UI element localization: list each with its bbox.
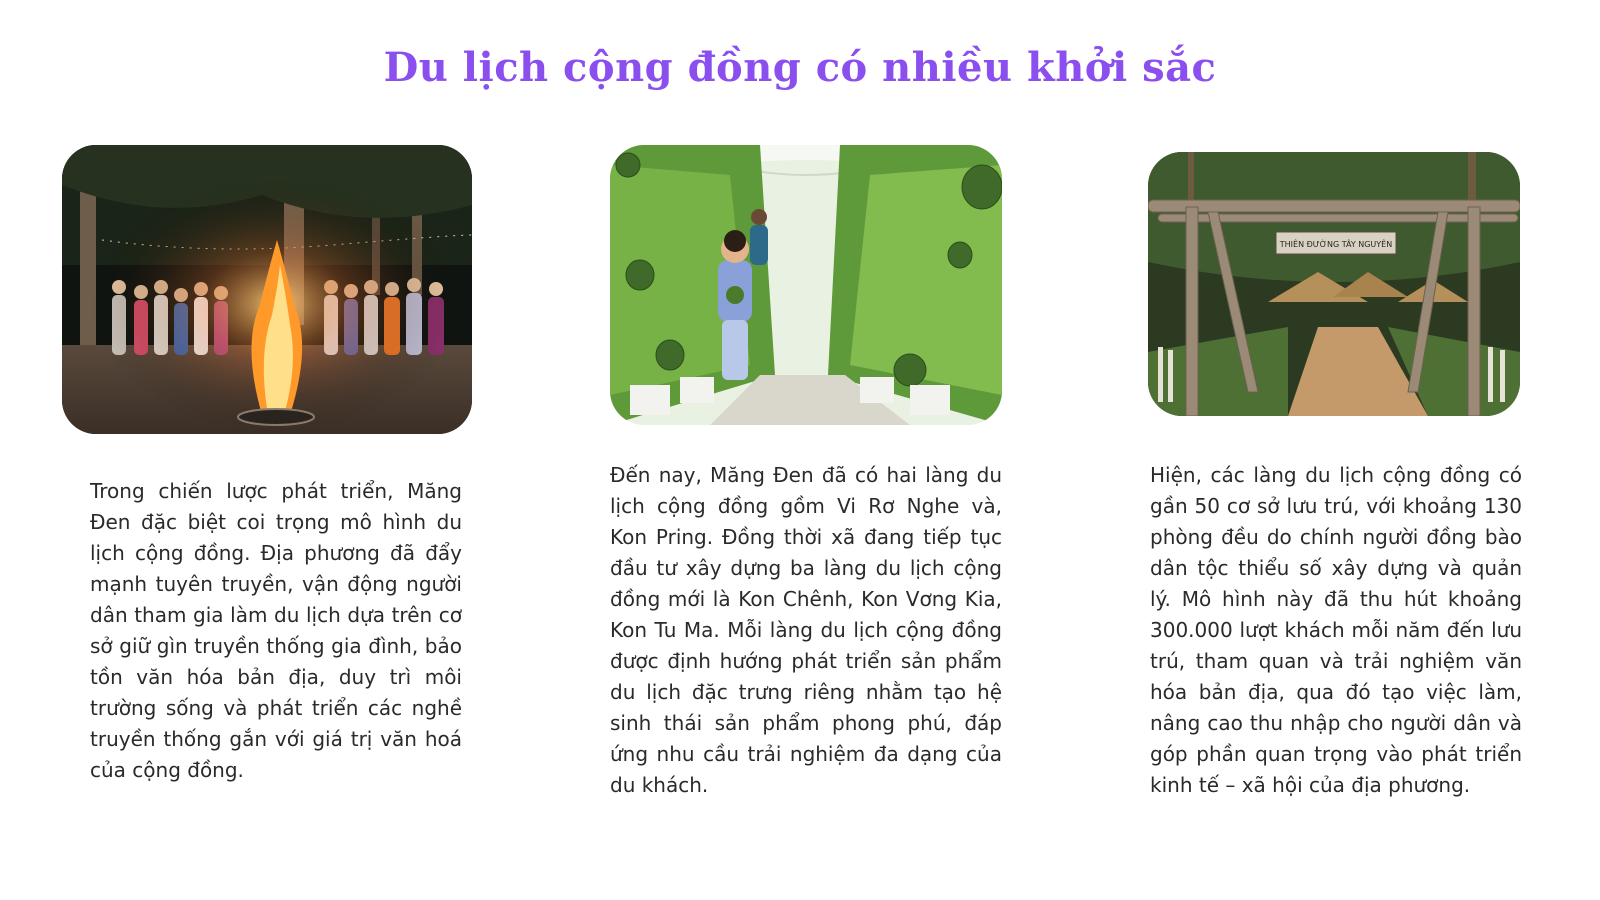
page-title: Du lịch cộng đồng có nhiều khởi sắc bbox=[383, 44, 1217, 91]
melon-greenhouse-photo bbox=[610, 145, 1002, 425]
gate-sign-text: THIÊN ĐƯỜNG TÂY NGUYÊN bbox=[1279, 240, 1393, 249]
paragraph-community-strategy: Trong chiến lược phát triển, Măng Đen đặc biệt coi trọng mô hình du lịch cộng đồng. Địa phương đã đẩy mạnh tuyên truyền, vận động người dân tham gia làm du lịch dựa trên cơ sở giữ gìn truyền thống gia đình, bảo tồn văn hóa bản địa, duy trì môi trường sống và phát triển các nghề truyền thống gắn với giá trị văn hoá của cộng đồng. bbox=[90, 479, 462, 782]
paragraph-accommodation: Hiện, các làng du lịch cộng đồng có gần 50 cơ sở lưu trú, với khoảng 130 phòng đều do chính người đồng bào dân tộc thiểu số xây dựng và quản lý. Mô hình này đã thu hút khoảng 300.000 lượt khách mỗi năm đến lưu trú, tham quan và trải nghiệm văn hóa bản địa, qua đó tạo việc làm, nâng cao thu nhập cho người dân và góp phần quan trọng vào phát triển kinh tế – xã hội của địa phương. bbox=[1150, 463, 1522, 797]
paragraph-villages: Đến nay, Măng Đen đã có hai làng du lịch cộng đồng gồm Vi Rơ Nghe và, Kon Pring. Đồng thời xã đang tiếp tục đầu tư xây dựng ba làng du lịch cộng đồng mới là Kon Chênh, Kon Vơng Kia, Kon Tu Ma. Mỗi làng du lịch cộng đồng được định hướng phát triển sản phẩm du lịch đặc trưng riêng nhằm tạo hệ sinh thái sản phẩm phong phú, đáp ứng nhu cầu trải nghiệm đa dạng của du khách. bbox=[610, 463, 1002, 797]
campfire-night-photo bbox=[62, 145, 472, 434]
village-gate-photo bbox=[1148, 152, 1520, 416]
